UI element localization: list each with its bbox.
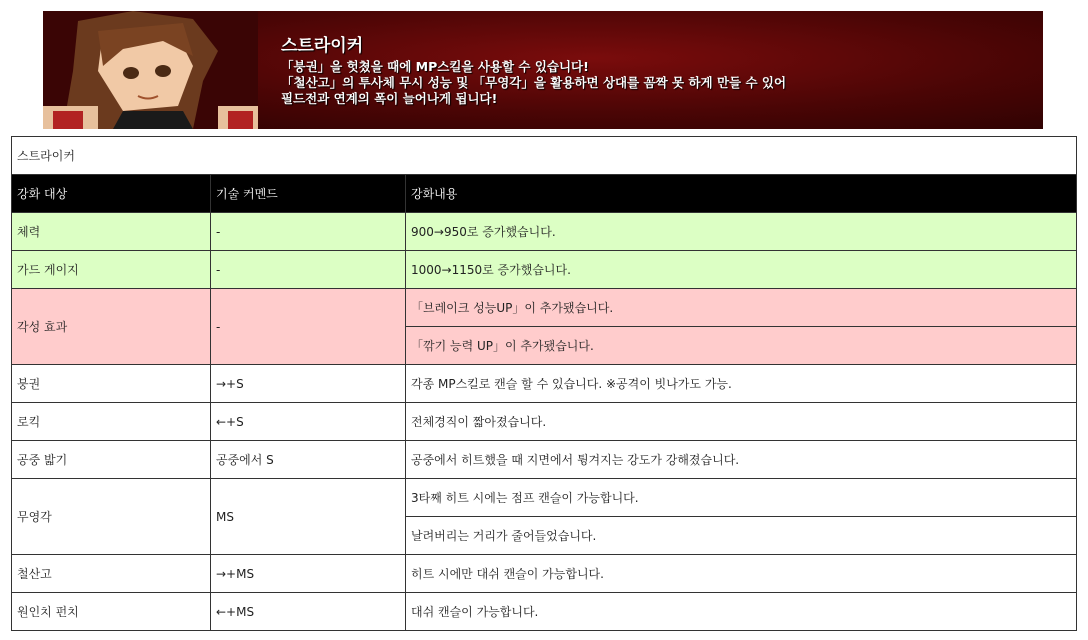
target-cell: 무영각 xyxy=(12,479,211,555)
banner-description xyxy=(281,59,786,107)
command-cell: ←+S xyxy=(211,403,406,441)
command-cell: →+S xyxy=(211,365,406,403)
effect-cell: 대쉬 캔슬이 가능합니다. xyxy=(406,593,1077,631)
effect-cell: 히트 시에만 대쉬 캔슬이 가능합니다. xyxy=(406,555,1077,593)
table-row xyxy=(12,555,1077,593)
table-row xyxy=(12,479,1077,517)
striker-banner xyxy=(43,11,1043,129)
target-cell: 각성 효과 xyxy=(12,289,211,365)
effect-cell: 공중에서 히트했을 때 지면에서 튕겨지는 강도가 강해졌습니다. xyxy=(406,441,1077,479)
banner-title: 스트라이커 xyxy=(281,36,364,56)
table-row xyxy=(12,289,1077,327)
command-cell: - xyxy=(211,251,406,289)
table-row xyxy=(12,365,1077,403)
target-cell: 철산고 xyxy=(12,555,211,593)
table-row xyxy=(12,403,1077,441)
command-cell: - xyxy=(211,289,406,365)
target-cell: 체력 xyxy=(12,213,211,251)
header-effect: 강화내용 xyxy=(406,175,1077,213)
effect-cell: 1000→1150로 증가했습니다. xyxy=(406,251,1077,289)
table-row xyxy=(12,441,1077,479)
table-caption: 스트라이커 xyxy=(12,137,1077,175)
target-cell: 공중 밟기 xyxy=(12,441,211,479)
target-cell: 원인치 펀치 xyxy=(12,593,211,631)
table-row xyxy=(12,251,1077,289)
header-target: 강화 대상 xyxy=(12,175,211,213)
header-command: 기술 커멘드 xyxy=(211,175,406,213)
table-row xyxy=(12,213,1077,251)
table-caption-row xyxy=(12,137,1077,175)
table-header-row xyxy=(12,175,1077,213)
effect-cell: 900→950로 증가했습니다. xyxy=(406,213,1077,251)
banner-line: 「붕권」을 헛쳤을 때에 MP스킬을 사용할 수 있습니다! xyxy=(281,59,589,74)
effect-cell: 「깎기 능력 UP」이 추가됐습니다. xyxy=(406,327,1077,365)
command-cell: - xyxy=(211,213,406,251)
skill-changes-table xyxy=(11,136,1077,631)
table-row xyxy=(12,593,1077,631)
command-cell: 공중에서 S xyxy=(211,441,406,479)
effect-cell: 3타째 히트 시에는 점프 캔슬이 가능합니다. xyxy=(406,479,1077,517)
banner-line: 「철산고」의 투사체 무시 성능 및 「무영각」을 활용하면 상대를 꼼짝 못 하게 만들 수 있어 xyxy=(281,75,787,90)
effect-cell: 「브레이크 성능UP」이 추가됐습니다. xyxy=(406,289,1077,327)
effect-cell: 각종 MP스킬로 캔슬 할 수 있습니다. ※공격이 빗나가도 가능. xyxy=(406,365,1077,403)
command-cell: →+MS xyxy=(211,555,406,593)
character-portrait xyxy=(43,11,258,129)
command-cell: ←+MS xyxy=(211,593,406,631)
target-cell: 로킥 xyxy=(12,403,211,441)
banner-line: 필드전과 연계의 폭이 늘어나게 됩니다! xyxy=(281,91,498,106)
target-cell: 가드 게이지 xyxy=(12,251,211,289)
target-cell: 붕권 xyxy=(12,365,211,403)
command-cell: MS xyxy=(211,479,406,555)
effect-cell: 날려버리는 거리가 줄어들었습니다. xyxy=(406,517,1077,555)
effect-cell: 전체경직이 짧아졌습니다. xyxy=(406,403,1077,441)
